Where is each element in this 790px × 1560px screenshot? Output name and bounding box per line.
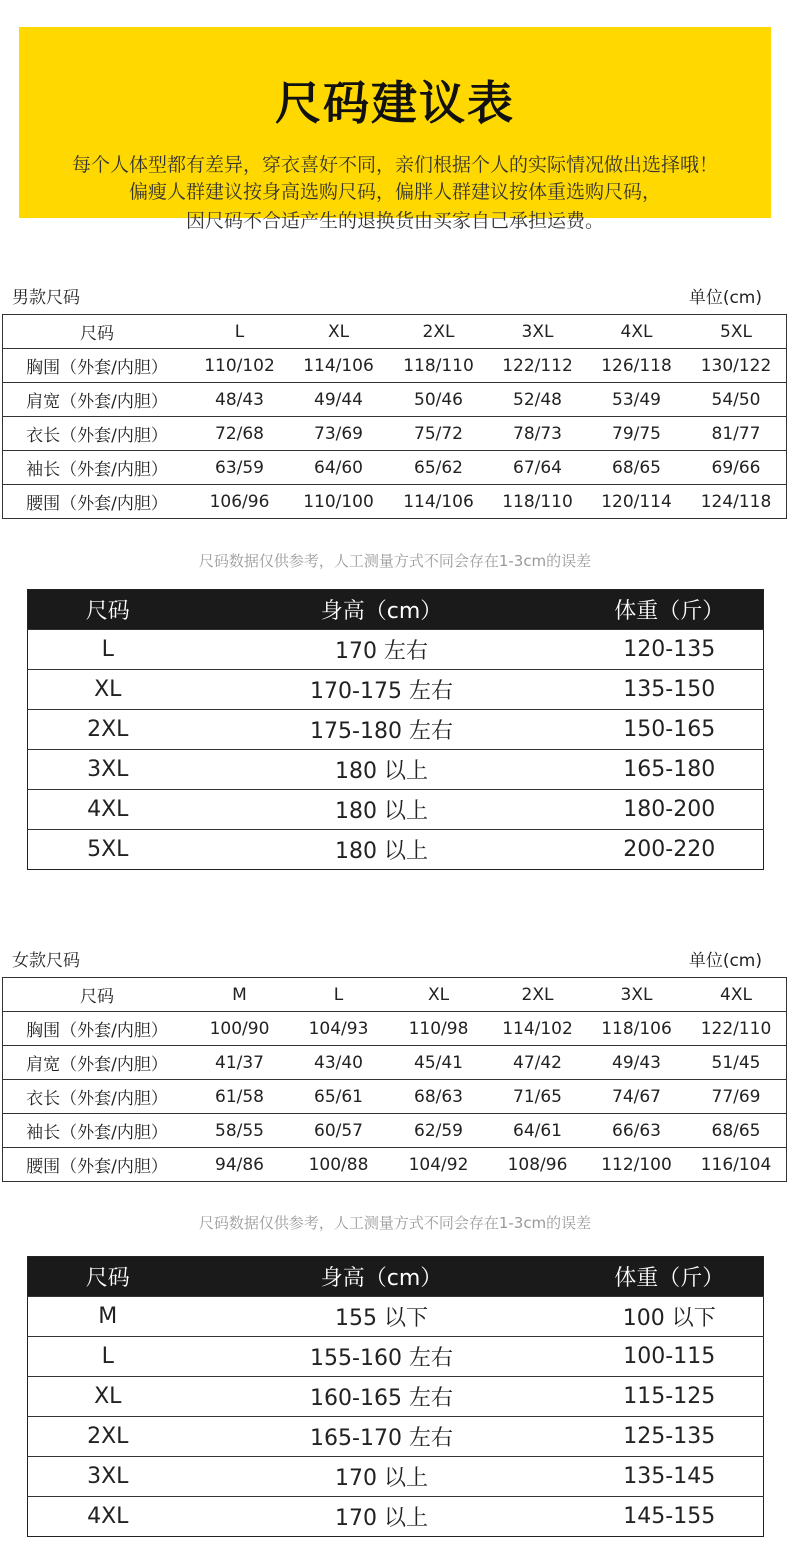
table-header-cell: XL bbox=[327, 321, 350, 342]
table-header-cell: 4XL bbox=[720, 984, 752, 1005]
table-cell: 116/104 bbox=[686, 1148, 786, 1182]
weight-cell: 180-200 bbox=[576, 790, 764, 830]
table-cell: 118/106 bbox=[587, 1012, 686, 1046]
table-header-cell: 2XL bbox=[422, 321, 455, 342]
row-label: 肩宽（外套/内胆） bbox=[3, 1046, 191, 1080]
table-cell: 65/61 bbox=[288, 1080, 389, 1114]
weight-cell: 120-135 bbox=[576, 630, 764, 670]
size-cell: 5XL bbox=[28, 830, 188, 870]
table-cell: 120/114 bbox=[587, 485, 686, 519]
table-cell: 61/58 bbox=[191, 1080, 288, 1114]
weight-cell: 135-145 bbox=[576, 1457, 764, 1497]
table-cell: 122/112 bbox=[488, 349, 587, 383]
table-cell: 110/102 bbox=[191, 349, 288, 383]
table-cell: 106/96 bbox=[191, 485, 288, 519]
banner-text-line-1: 每个人体型都有差异，穿衣喜好不同，亲们根据个人的实际情况做出选择哦！ bbox=[71, 154, 718, 176]
men-measurement-table bbox=[3, 315, 786, 518]
table-header-cell: XL bbox=[427, 984, 450, 1005]
table-cell: 48/43 bbox=[191, 383, 288, 417]
table-cell: 50/46 bbox=[389, 383, 488, 417]
table-cell: 53/49 bbox=[587, 383, 686, 417]
weight-cell: 115-125 bbox=[576, 1377, 764, 1417]
height-cell: 170 以上 bbox=[188, 1457, 576, 1497]
table-cell: 67/64 bbox=[488, 451, 587, 485]
table-cell: 110/98 bbox=[389, 1012, 488, 1046]
table-row bbox=[3, 417, 786, 451]
table-row bbox=[3, 1012, 786, 1046]
table-header-row bbox=[28, 1257, 764, 1297]
row-label: 腰围（外套/内胆） bbox=[3, 485, 191, 519]
table-header-cell: 尺码 bbox=[28, 590, 188, 630]
table-cell: 94/86 bbox=[191, 1148, 288, 1182]
table-cell: 118/110 bbox=[488, 485, 587, 519]
height-cell: 180 以上 bbox=[188, 750, 576, 790]
table-cell: 64/60 bbox=[288, 451, 389, 485]
men-recommendation-table bbox=[27, 589, 764, 870]
table-row bbox=[3, 451, 786, 485]
table-row bbox=[28, 670, 764, 710]
table-header-cell: 2XL bbox=[521, 984, 554, 1005]
table-header-cell: L bbox=[234, 321, 245, 342]
size-cell: XL bbox=[28, 1377, 188, 1417]
weight-cell: 200-220 bbox=[576, 830, 764, 870]
table-cell: 60/57 bbox=[288, 1114, 389, 1148]
table-cell: 114/106 bbox=[288, 349, 389, 383]
size-cell: 2XL bbox=[28, 1417, 188, 1457]
table-row bbox=[3, 349, 786, 383]
table-cell: 69/66 bbox=[686, 451, 786, 485]
table-header-cell: 5XL bbox=[720, 321, 752, 342]
table-header-row bbox=[3, 315, 786, 349]
table-row bbox=[28, 750, 764, 790]
table-cell: 100/90 bbox=[191, 1012, 288, 1046]
table-header-cell: 体重（斤） bbox=[576, 590, 764, 630]
height-cell: 175-180 左右 bbox=[188, 710, 576, 750]
table-header-row bbox=[28, 590, 764, 630]
table-row bbox=[3, 1114, 786, 1148]
table-cell: 72/68 bbox=[191, 417, 288, 451]
table-cell: 81/77 bbox=[686, 417, 786, 451]
table-header-cell: 3XL bbox=[620, 984, 653, 1005]
table-cell: 49/43 bbox=[587, 1046, 686, 1080]
table-cell: 78/73 bbox=[488, 417, 587, 451]
table-cell: 58/55 bbox=[191, 1114, 288, 1148]
size-cell: 2XL bbox=[28, 710, 188, 750]
table-header-cell: 3XL bbox=[521, 321, 554, 342]
table-row bbox=[28, 1337, 764, 1377]
row-label: 腰围（外套/内胆） bbox=[3, 1148, 191, 1182]
table-row bbox=[28, 1417, 764, 1457]
table-row bbox=[3, 485, 786, 519]
size-cell: M bbox=[28, 1297, 188, 1337]
table-cell: 66/63 bbox=[587, 1114, 686, 1148]
weight-cell: 145-155 bbox=[576, 1497, 764, 1537]
row-label: 袖长（外套/内胆） bbox=[3, 1114, 191, 1148]
women-unit-label: 单位(cm) bbox=[688, 951, 762, 971]
height-cell: 155 以下 bbox=[188, 1297, 576, 1337]
table-header-cell: 尺码 bbox=[80, 987, 114, 1007]
table-header-cell: M bbox=[232, 984, 247, 1005]
table-header-cell: 体重（斤） bbox=[576, 1257, 764, 1297]
table-cell: 124/118 bbox=[686, 485, 786, 519]
height-cell: 170 左右 bbox=[188, 630, 576, 670]
table-cell: 54/50 bbox=[686, 383, 786, 417]
table-cell: 75/72 bbox=[389, 417, 488, 451]
table-cell: 68/65 bbox=[587, 451, 686, 485]
table-cell: 43/40 bbox=[288, 1046, 389, 1080]
table-cell: 65/62 bbox=[389, 451, 488, 485]
table-cell: 114/106 bbox=[389, 485, 488, 519]
table-row bbox=[28, 1497, 764, 1537]
table-header-cell: 尺码 bbox=[80, 324, 114, 344]
table-cell: 108/96 bbox=[488, 1148, 587, 1182]
table-row bbox=[3, 1046, 786, 1080]
height-cell: 180 以上 bbox=[188, 830, 576, 870]
women-recommendation-table bbox=[27, 1256, 764, 1537]
size-cell: XL bbox=[28, 670, 188, 710]
size-guide-banner bbox=[19, 27, 771, 232]
table-row bbox=[28, 710, 764, 750]
height-cell: 180 以上 bbox=[188, 790, 576, 830]
height-cell: 170-175 左右 bbox=[188, 670, 576, 710]
table-cell: 41/37 bbox=[191, 1046, 288, 1080]
table-cell: 45/41 bbox=[389, 1046, 488, 1080]
height-cell: 155-160 左右 bbox=[188, 1337, 576, 1377]
height-cell: 170 以上 bbox=[188, 1497, 576, 1537]
size-cell: 3XL bbox=[28, 1457, 188, 1497]
table-row bbox=[28, 1377, 764, 1417]
row-label: 衣长（外套/内胆） bbox=[3, 417, 191, 451]
size-cell: L bbox=[28, 630, 188, 670]
table-row bbox=[28, 790, 764, 830]
row-label: 衣长（外套/内胆） bbox=[3, 1080, 191, 1114]
table-cell: 52/48 bbox=[488, 383, 587, 417]
table-cell: 49/44 bbox=[288, 383, 389, 417]
table-cell: 104/93 bbox=[288, 1012, 389, 1046]
table-cell: 51/45 bbox=[686, 1046, 786, 1080]
table-row bbox=[3, 1148, 786, 1182]
size-cell: 4XL bbox=[28, 790, 188, 830]
row-label: 肩宽（外套/内胆） bbox=[3, 383, 191, 417]
table-cell: 100/88 bbox=[288, 1148, 389, 1182]
table-cell: 68/65 bbox=[686, 1114, 786, 1148]
table-header-cell: 身高（cm） bbox=[188, 1257, 576, 1297]
weight-cell: 125-135 bbox=[576, 1417, 764, 1457]
table-cell: 68/63 bbox=[389, 1080, 488, 1114]
table-row bbox=[28, 1457, 764, 1497]
table-cell: 63/59 bbox=[191, 451, 288, 485]
size-cell: 3XL bbox=[28, 750, 188, 790]
table-cell: 79/75 bbox=[587, 417, 686, 451]
table-cell: 104/92 bbox=[389, 1148, 488, 1182]
table-cell: 47/42 bbox=[488, 1046, 587, 1080]
table-header-cell: 尺码 bbox=[28, 1257, 188, 1297]
table-header-cell: 身高（cm） bbox=[188, 590, 576, 630]
table-cell: 74/67 bbox=[587, 1080, 686, 1114]
banner-text-line-2: 偏瘦人群建议按身高选购尺码，偏胖人群建议按体重选购尺码， bbox=[128, 181, 661, 203]
table-header-cell: 4XL bbox=[620, 321, 653, 342]
row-label: 胸围（外套/内胆） bbox=[3, 349, 191, 383]
table-cell: 118/110 bbox=[389, 349, 488, 383]
table-header-cell: L bbox=[333, 984, 344, 1005]
height-cell: 165-170 左右 bbox=[188, 1417, 576, 1457]
weight-cell: 100-115 bbox=[576, 1337, 764, 1377]
table-cell: 112/100 bbox=[587, 1148, 686, 1182]
weight-cell: 150-165 bbox=[576, 710, 764, 750]
men-section-label: 男款尺码 bbox=[12, 288, 80, 308]
weight-cell: 135-150 bbox=[576, 670, 764, 710]
banner-text-line-3: 因尺码不合适产生的退换货由买家自己承担运费。 bbox=[185, 210, 604, 232]
measurement-disclaimer: 尺码数据仅供参考，人工测量方式不同会存在1-3cm的误差 bbox=[198, 1214, 592, 1232]
table-cell: 64/61 bbox=[488, 1114, 587, 1148]
weight-cell: 165-180 bbox=[576, 750, 764, 790]
table-cell: 62/59 bbox=[389, 1114, 488, 1148]
weight-cell: 100 以下 bbox=[576, 1297, 764, 1337]
men-unit-label: 单位(cm) bbox=[688, 288, 762, 308]
page-title: 尺码建议表 bbox=[275, 76, 515, 130]
row-label: 袖长（外套/内胆） bbox=[3, 451, 191, 485]
table-cell: 114/102 bbox=[488, 1012, 587, 1046]
table-cell: 110/100 bbox=[288, 485, 389, 519]
table-cell: 122/110 bbox=[686, 1012, 786, 1046]
table-row bbox=[3, 383, 786, 417]
table-cell: 73/69 bbox=[288, 417, 389, 451]
table-row bbox=[28, 830, 764, 870]
table-row bbox=[28, 1297, 764, 1337]
measurement-disclaimer: 尺码数据仅供参考，人工测量方式不同会存在1-3cm的误差 bbox=[198, 552, 592, 570]
row-label: 胸围（外套/内胆） bbox=[3, 1012, 191, 1046]
table-row bbox=[3, 1080, 786, 1114]
height-cell: 160-165 左右 bbox=[188, 1377, 576, 1417]
table-header-row bbox=[3, 978, 786, 1012]
women-section-label: 女款尺码 bbox=[12, 951, 80, 971]
table-cell: 130/122 bbox=[686, 349, 786, 383]
size-cell: 4XL bbox=[28, 1497, 188, 1537]
women-measurement-table bbox=[3, 978, 786, 1181]
table-cell: 126/118 bbox=[587, 349, 686, 383]
size-cell: L bbox=[28, 1337, 188, 1377]
table-cell: 77/69 bbox=[686, 1080, 786, 1114]
table-cell: 71/65 bbox=[488, 1080, 587, 1114]
table-row bbox=[28, 630, 764, 670]
